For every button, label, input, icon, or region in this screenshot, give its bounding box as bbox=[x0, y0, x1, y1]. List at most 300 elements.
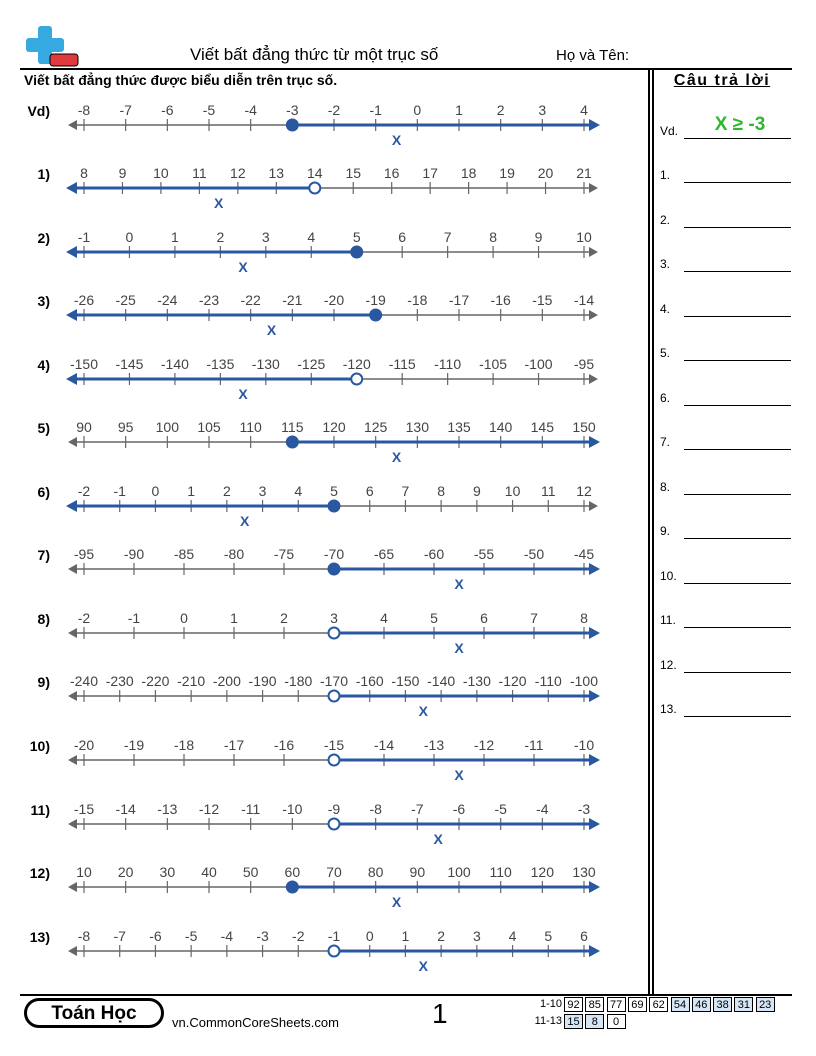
problem-label: 8) bbox=[37, 611, 50, 627]
tick-label: -14 bbox=[573, 292, 595, 308]
tick-label: -16 bbox=[490, 292, 511, 308]
tick-label: 4 bbox=[307, 229, 316, 245]
tick-label: -6 bbox=[452, 801, 466, 817]
tick-label: -4 bbox=[244, 102, 257, 118]
tick-label: -80 bbox=[223, 546, 245, 562]
worksheet-title: Viết bất đẳng thức từ một trục số bbox=[190, 45, 439, 64]
tick-label: -55 bbox=[473, 546, 495, 562]
number-line bbox=[60, 732, 605, 792]
answer-blank[interactable] bbox=[684, 316, 791, 317]
closed-point bbox=[287, 882, 298, 893]
tick-label: -190 bbox=[248, 673, 277, 689]
ray-arrow-icon bbox=[589, 945, 600, 957]
problem-label: 4) bbox=[37, 357, 50, 373]
ray-arrow-icon bbox=[589, 754, 600, 766]
answer-blank[interactable] bbox=[684, 538, 791, 539]
tick-label: 5 bbox=[430, 610, 438, 626]
tick-label: -25 bbox=[115, 292, 136, 308]
tick-label: 150 bbox=[572, 419, 596, 435]
answer-label: 9. bbox=[660, 524, 671, 538]
tick-label: 140 bbox=[488, 419, 513, 435]
tick-label: 6 bbox=[365, 483, 374, 499]
problem-label: 10) bbox=[29, 738, 50, 754]
tick-label: 9 bbox=[534, 229, 543, 245]
closed-point bbox=[329, 564, 340, 575]
tick-label: -1 bbox=[77, 229, 91, 245]
name-label: Họ và Tên: bbox=[556, 47, 630, 64]
tick-label: 6 bbox=[480, 610, 488, 626]
tick-label: 50 bbox=[242, 864, 259, 880]
ray-arrow-icon bbox=[66, 246, 77, 258]
tick-label: 10 bbox=[76, 864, 92, 880]
variable-label: X bbox=[454, 767, 464, 783]
tick-label: 20 bbox=[117, 864, 134, 880]
answer-label: 12. bbox=[660, 657, 677, 672]
right-arrow-icon bbox=[589, 374, 598, 384]
ray-arrow-icon bbox=[66, 373, 77, 385]
tick-label: 2 bbox=[437, 928, 446, 944]
tick-label: -105 bbox=[479, 356, 508, 372]
answer-label: 5. bbox=[660, 346, 671, 360]
tick-label: 3 bbox=[538, 102, 547, 118]
variable-label: X bbox=[240, 513, 250, 529]
tick-label: 4 bbox=[580, 102, 588, 118]
ray-arrow-icon bbox=[589, 563, 600, 575]
tick-label: -135 bbox=[206, 356, 235, 372]
tick-label: 8 bbox=[80, 165, 88, 181]
answer-label: 3. bbox=[660, 257, 671, 271]
tick-label: -150 bbox=[69, 356, 99, 372]
answer-label: 2. bbox=[660, 212, 671, 227]
tick-label: 0 bbox=[365, 928, 374, 944]
tick-label: 130 bbox=[405, 419, 430, 435]
answer-key-range: 11-13 bbox=[534, 1015, 562, 1027]
variable-label: X bbox=[454, 640, 464, 656]
variable-label: X bbox=[418, 703, 428, 719]
tick-label: -5 bbox=[184, 928, 198, 944]
open-point bbox=[329, 628, 340, 639]
left-arrow-icon bbox=[68, 882, 77, 892]
tick-label: -19 bbox=[123, 737, 145, 753]
tick-label: -170 bbox=[319, 673, 349, 689]
tick-label: -150 bbox=[391, 673, 420, 689]
tick-label: 40 bbox=[201, 864, 217, 880]
tick-label: -8 bbox=[369, 801, 382, 817]
number-line bbox=[60, 668, 605, 728]
tick-label: -4 bbox=[536, 801, 549, 817]
tick-label: -50 bbox=[523, 546, 545, 562]
tick-label: 0 bbox=[413, 102, 422, 118]
tick-label: -1 bbox=[327, 928, 341, 944]
answer-blank[interactable] bbox=[684, 405, 791, 406]
tick-label: 5 bbox=[330, 483, 338, 499]
tick-label: -6 bbox=[149, 928, 162, 944]
answer-label: 8. bbox=[660, 479, 671, 494]
tick-label: 8 bbox=[437, 483, 446, 499]
problem-label: 3) bbox=[37, 293, 50, 309]
left-arrow-icon bbox=[68, 691, 77, 701]
tick-label: -95 bbox=[573, 356, 595, 372]
number-line bbox=[60, 97, 605, 157]
open-point bbox=[329, 691, 340, 702]
answer-key-score: 46 bbox=[692, 997, 711, 1012]
tick-label: 13 bbox=[268, 165, 285, 181]
tick-label: 120 bbox=[322, 419, 346, 435]
answer-key-score: 69 bbox=[628, 997, 647, 1012]
right-arrow-icon bbox=[589, 501, 598, 511]
tick-label: -18 bbox=[407, 292, 428, 308]
problem-label: 5) bbox=[37, 420, 50, 436]
answer-column-divider bbox=[652, 68, 654, 995]
tick-label: -3 bbox=[256, 928, 269, 944]
number-line bbox=[60, 414, 605, 474]
tick-label: 1 bbox=[230, 610, 238, 626]
answer-blank[interactable] bbox=[684, 227, 791, 228]
closed-point bbox=[329, 501, 340, 512]
plus-minus-logo-icon bbox=[24, 26, 80, 68]
answer-blank[interactable] bbox=[684, 583, 791, 584]
tick-label: -24 bbox=[157, 292, 178, 308]
tick-label: 4 bbox=[380, 610, 388, 626]
ray-arrow-icon bbox=[589, 119, 600, 131]
tick-label: -21 bbox=[282, 292, 303, 308]
tick-label: 145 bbox=[530, 419, 555, 435]
tick-label: 95 bbox=[117, 419, 134, 435]
ray-arrow-icon bbox=[66, 500, 77, 512]
tick-label: -7 bbox=[411, 801, 424, 817]
answer-blank[interactable] bbox=[684, 672, 791, 673]
variable-label: X bbox=[391, 894, 402, 910]
tick-label: -60 bbox=[423, 546, 445, 562]
tick-label: -4 bbox=[220, 928, 234, 944]
tick-label: -2 bbox=[327, 102, 341, 118]
tick-label: 7 bbox=[401, 483, 410, 499]
site-url[interactable]: vn.CommonCoreSheets.com bbox=[172, 1015, 339, 1030]
tick-label: 18 bbox=[460, 165, 477, 181]
tick-label: 17 bbox=[422, 165, 438, 181]
tick-label: -20 bbox=[323, 292, 345, 308]
problem-label: 11) bbox=[30, 802, 50, 818]
tick-label: -2 bbox=[77, 483, 91, 499]
tick-label: 80 bbox=[367, 864, 384, 880]
variable-label: X bbox=[454, 576, 464, 592]
problem-label: 6) bbox=[37, 484, 50, 500]
tick-label: -1 bbox=[113, 483, 126, 499]
tick-label: -160 bbox=[355, 673, 384, 689]
tick-label: 115 bbox=[281, 419, 304, 435]
tick-label: 0 bbox=[151, 483, 160, 499]
answer-blank[interactable] bbox=[684, 138, 791, 139]
tick-label: -140 bbox=[427, 673, 456, 689]
tick-label: -14 bbox=[115, 801, 136, 817]
right-arrow-icon bbox=[589, 310, 598, 320]
answer-key-score: 85 bbox=[585, 997, 604, 1012]
tick-label: -140 bbox=[160, 356, 189, 372]
number-line bbox=[60, 605, 605, 665]
problem-label: 12) bbox=[29, 865, 50, 881]
answer-blank[interactable] bbox=[684, 716, 791, 717]
problem-label: 7) bbox=[37, 547, 50, 563]
tick-label: 15 bbox=[345, 165, 362, 181]
answer-key-score: 38 bbox=[713, 997, 732, 1012]
tick-label: -7 bbox=[113, 928, 126, 944]
tick-label: -20 bbox=[73, 737, 95, 753]
tick-label: -200 bbox=[212, 673, 241, 689]
tick-label: -8 bbox=[77, 102, 91, 118]
problem-label: 13) bbox=[29, 929, 50, 945]
ray-arrow-icon bbox=[589, 881, 600, 893]
tick-label: 90 bbox=[409, 864, 426, 880]
tick-label: -1 bbox=[369, 102, 382, 118]
tick-label: 21 bbox=[576, 165, 592, 181]
tick-label: 8 bbox=[489, 229, 497, 245]
variable-label: X bbox=[266, 322, 277, 338]
tick-label: -130 bbox=[251, 356, 280, 372]
answer-blank[interactable] bbox=[684, 494, 791, 495]
answer-key-score: 0 bbox=[607, 1014, 626, 1029]
ray-arrow-icon bbox=[589, 690, 600, 702]
header-divider bbox=[20, 68, 792, 70]
tick-label: 20 bbox=[537, 165, 554, 181]
left-arrow-icon bbox=[68, 819, 77, 829]
ray-arrow-icon bbox=[66, 309, 77, 321]
variable-label: X bbox=[391, 449, 402, 465]
tick-label: 0 bbox=[125, 229, 134, 245]
tick-label: 3 bbox=[261, 229, 270, 245]
tick-label: -13 bbox=[423, 737, 445, 753]
left-arrow-icon bbox=[68, 755, 77, 765]
tick-label: 70 bbox=[326, 864, 342, 880]
answer-label: Vd. bbox=[660, 124, 679, 138]
number-line bbox=[60, 796, 605, 856]
answer-key-score: 77 bbox=[607, 997, 626, 1012]
tick-label: -19 bbox=[365, 292, 386, 308]
tick-label: 2 bbox=[280, 610, 288, 626]
tick-label: -3 bbox=[577, 801, 591, 817]
tick-label: -1 bbox=[127, 610, 141, 626]
tick-label: 9 bbox=[118, 165, 127, 181]
tick-label: -6 bbox=[161, 102, 174, 118]
answer-key-score: 54 bbox=[671, 997, 690, 1012]
tick-label: 3 bbox=[472, 928, 481, 944]
closed-point bbox=[287, 120, 298, 131]
tick-label: 1 bbox=[171, 229, 179, 245]
tick-label: -11 bbox=[524, 737, 544, 753]
tick-label: 14 bbox=[306, 165, 323, 181]
tick-label: -18 bbox=[173, 737, 195, 753]
tick-label: 2 bbox=[496, 102, 505, 118]
tick-label: -17 bbox=[448, 292, 470, 308]
tick-label: -95 bbox=[73, 546, 95, 562]
tick-label: 0 bbox=[180, 610, 188, 626]
answer-key-score: 31 bbox=[734, 997, 753, 1012]
tick-label: 12 bbox=[230, 165, 246, 181]
tick-label: -5 bbox=[494, 801, 507, 817]
tick-label: -240 bbox=[69, 673, 99, 689]
tick-label: -110 bbox=[434, 356, 462, 372]
tick-label: -15 bbox=[73, 801, 95, 817]
tick-label: -85 bbox=[173, 546, 195, 562]
brand-logo: Toán Học bbox=[24, 998, 164, 1028]
tick-label: 10 bbox=[504, 483, 521, 499]
page-number: 1 bbox=[432, 998, 448, 1029]
tick-label: 4 bbox=[294, 483, 303, 499]
tick-label: -75 bbox=[273, 546, 295, 562]
tick-label: -220 bbox=[141, 673, 170, 689]
ray-arrow-icon bbox=[66, 182, 77, 194]
answer-key-score: 92 bbox=[564, 997, 583, 1012]
tick-label: -130 bbox=[462, 673, 491, 689]
footer-divider bbox=[20, 994, 792, 996]
tick-label: 2 bbox=[222, 483, 231, 499]
left-arrow-icon bbox=[68, 628, 77, 638]
tick-label: 3 bbox=[258, 483, 267, 499]
answers-header: Câu trả lời bbox=[673, 72, 771, 89]
open-point bbox=[309, 183, 320, 194]
variable-label: X bbox=[433, 831, 443, 847]
answer-blank[interactable] bbox=[684, 271, 791, 272]
number-line bbox=[60, 351, 605, 411]
ray-arrow-icon bbox=[589, 436, 600, 448]
tick-label: -9 bbox=[327, 801, 341, 817]
tick-label: 10 bbox=[576, 229, 592, 245]
tick-label: 11 bbox=[192, 165, 207, 181]
variable-label: X bbox=[238, 386, 248, 402]
instructions: Viết bất đẳng thức được biểu diễn trên trục số. bbox=[24, 72, 338, 88]
tick-label: 7 bbox=[443, 229, 452, 245]
tick-label: 7 bbox=[530, 610, 538, 626]
tick-label: 11 bbox=[541, 483, 556, 499]
tick-label: -120 bbox=[498, 673, 527, 689]
tick-label: -10 bbox=[573, 737, 595, 753]
open-point bbox=[351, 374, 362, 385]
tick-label: -65 bbox=[373, 546, 395, 562]
tick-label: -120 bbox=[342, 356, 371, 372]
answer-label: 11. bbox=[660, 613, 676, 627]
answer-blank[interactable] bbox=[684, 360, 791, 361]
tick-label: 9 bbox=[472, 483, 481, 499]
variable-label: X bbox=[418, 958, 428, 974]
tick-label: 1 bbox=[455, 102, 463, 118]
tick-label: -12 bbox=[473, 737, 495, 753]
number-line bbox=[60, 287, 605, 347]
open-point bbox=[329, 819, 340, 830]
tick-label: 30 bbox=[159, 864, 176, 880]
tick-label: -15 bbox=[532, 292, 553, 308]
tick-label: -3 bbox=[286, 102, 299, 118]
variable-label: X bbox=[238, 259, 248, 275]
right-arrow-icon bbox=[589, 247, 598, 257]
answer-blank[interactable] bbox=[684, 627, 791, 628]
tick-label: -14 bbox=[373, 737, 395, 753]
answer-key-score: 23 bbox=[756, 997, 775, 1012]
tick-label: -110 bbox=[534, 673, 562, 689]
tick-label: -5 bbox=[202, 102, 216, 118]
tick-label: 16 bbox=[383, 165, 400, 181]
answer-label: 4. bbox=[660, 301, 671, 316]
tick-label: -145 bbox=[115, 356, 144, 372]
tick-label: 3 bbox=[330, 610, 338, 626]
variable-label: X bbox=[391, 132, 402, 148]
ray-arrow-icon bbox=[589, 627, 600, 639]
tick-label: -70 bbox=[323, 546, 345, 562]
answer-label: 13. bbox=[660, 702, 677, 716]
problem-label: 2) bbox=[37, 230, 50, 246]
tick-label: -2 bbox=[292, 928, 305, 944]
tick-label: 130 bbox=[572, 864, 596, 880]
tick-label: -11 bbox=[241, 801, 261, 817]
tick-label: 19 bbox=[499, 165, 515, 181]
answer-column-divider bbox=[648, 68, 650, 995]
tick-label: 100 bbox=[155, 419, 180, 435]
open-point bbox=[329, 946, 340, 957]
number-line bbox=[60, 859, 605, 919]
tick-label: -7 bbox=[119, 102, 132, 118]
tick-label: 100 bbox=[447, 864, 471, 880]
tick-label: 1 bbox=[187, 483, 196, 499]
number-line bbox=[60, 160, 605, 220]
answer-blank[interactable] bbox=[684, 182, 791, 183]
tick-label: 4 bbox=[508, 928, 517, 944]
variable-label: X bbox=[213, 195, 224, 211]
tick-label: 135 bbox=[447, 419, 471, 435]
closed-point bbox=[287, 437, 298, 448]
tick-label: 5 bbox=[544, 928, 553, 944]
tick-label: -45 bbox=[573, 546, 595, 562]
tick-label: -22 bbox=[240, 292, 261, 308]
problem-label: 1) bbox=[37, 166, 50, 182]
tick-label: -210 bbox=[177, 673, 206, 689]
answer-key-score: 15 bbox=[564, 1014, 583, 1029]
left-arrow-icon bbox=[68, 946, 77, 956]
tick-label: 2 bbox=[216, 229, 225, 245]
tick-label: 105 bbox=[197, 419, 221, 435]
tick-label: -15 bbox=[323, 737, 345, 753]
answer-label: 7. bbox=[660, 435, 671, 449]
answer-label: 10. bbox=[660, 568, 677, 583]
closed-point bbox=[370, 310, 381, 321]
tick-label: -100 bbox=[569, 673, 599, 689]
left-arrow-icon bbox=[68, 437, 77, 447]
tick-label: -23 bbox=[198, 292, 220, 308]
tick-label: -90 bbox=[123, 546, 145, 562]
tick-label: -2 bbox=[77, 610, 91, 626]
number-line bbox=[60, 923, 605, 983]
answer-blank[interactable] bbox=[684, 449, 791, 450]
tick-label: -100 bbox=[524, 356, 553, 372]
tick-label: -8 bbox=[77, 928, 91, 944]
number-line bbox=[60, 541, 605, 601]
answer-key-range: 1-10 bbox=[539, 998, 562, 1010]
tick-label: -10 bbox=[282, 801, 303, 817]
number-line bbox=[60, 478, 605, 538]
open-point bbox=[329, 755, 340, 766]
tick-label: 6 bbox=[398, 229, 407, 245]
tick-label: -230 bbox=[105, 673, 134, 689]
answer-label: 6. bbox=[660, 390, 671, 405]
tick-label: 60 bbox=[284, 864, 301, 880]
problem-label: 9) bbox=[37, 674, 50, 690]
tick-label: 12 bbox=[576, 483, 592, 499]
tick-label: -17 bbox=[223, 737, 245, 753]
left-arrow-icon bbox=[68, 564, 77, 574]
tick-label: 110 bbox=[239, 419, 262, 435]
answer-key-score: 62 bbox=[649, 997, 668, 1012]
tick-label: 8 bbox=[580, 610, 588, 626]
closed-point bbox=[351, 247, 362, 258]
tick-label: -180 bbox=[284, 673, 313, 689]
tick-label: 120 bbox=[530, 864, 555, 880]
